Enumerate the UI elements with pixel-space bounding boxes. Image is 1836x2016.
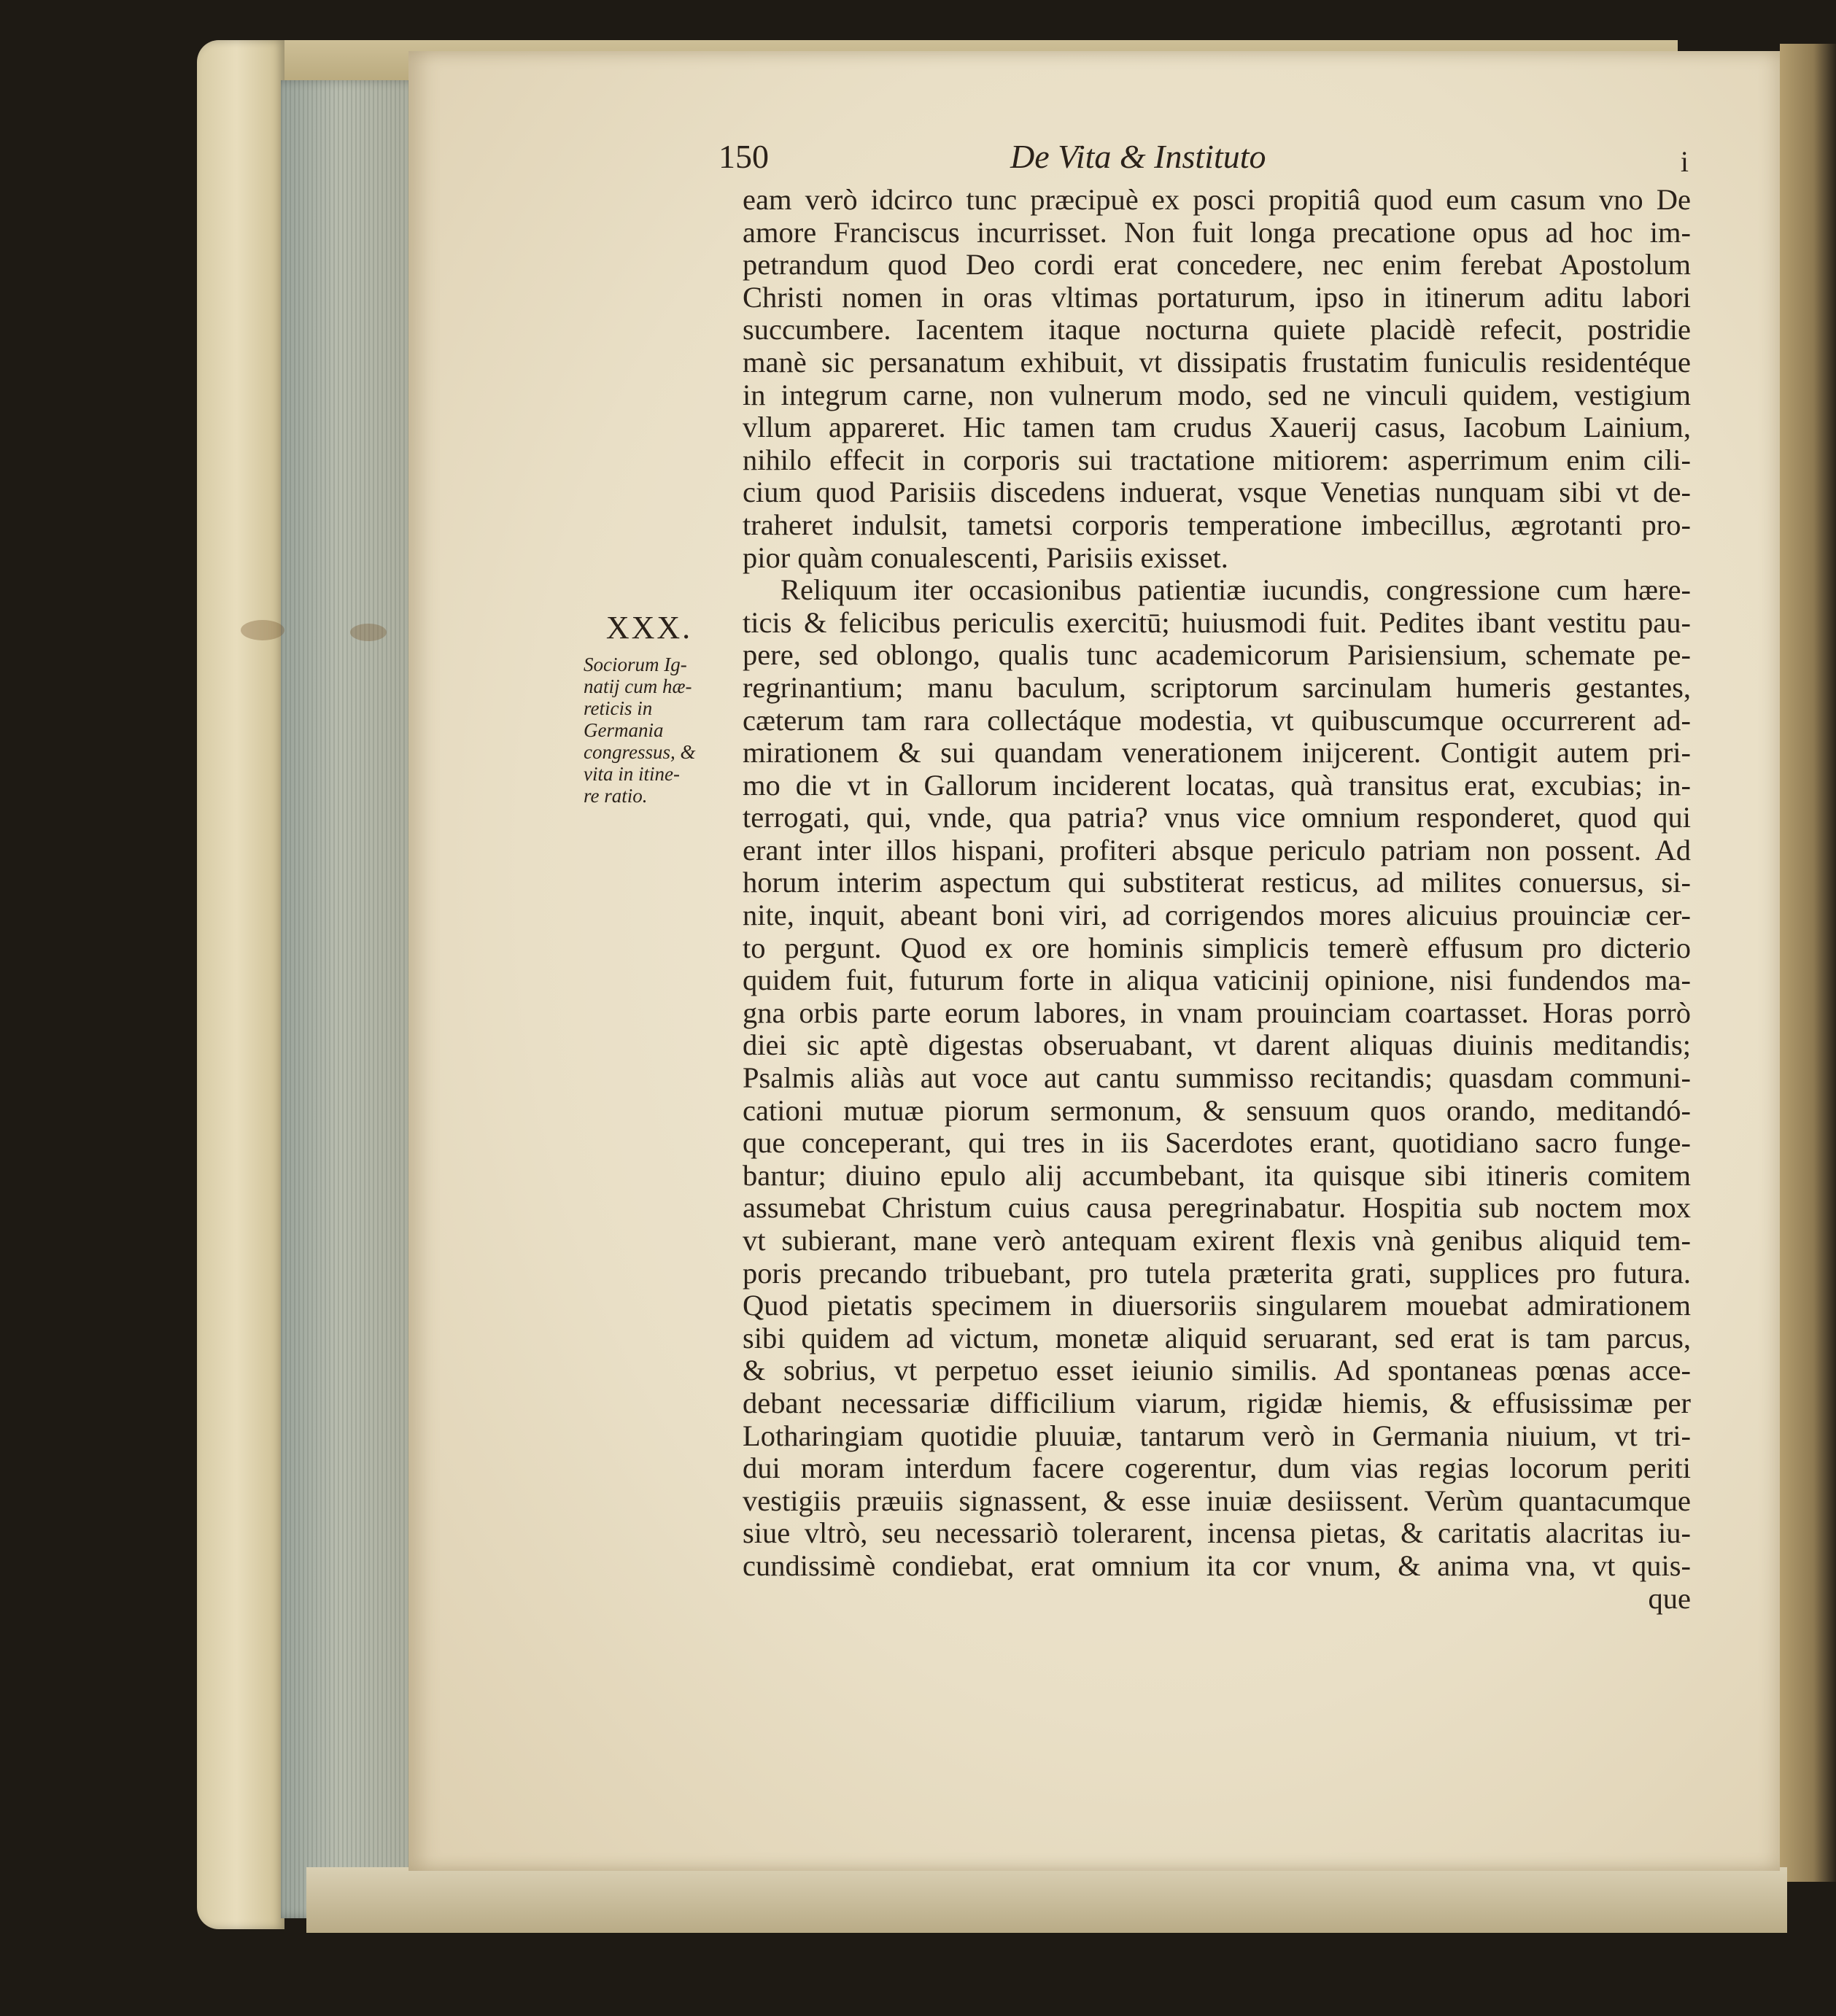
text-line: & sobrius, vt perpetuo esset ieiunio similis. Ad spontaneas pœnas acce- [743, 1354, 1691, 1387]
text-line: pere, sed oblongo, qualis tunc academicorum Parisiensium, schemate pe- [743, 639, 1691, 672]
page-title: De Vita & Instituto [1010, 138, 1266, 175]
marginal-line: Sociorum Ig- [584, 654, 687, 675]
text-line: nite, inquit, abeant boni viri, ad corrigendos mores alicuius prouinciæ cer- [743, 899, 1691, 932]
body-text [743, 184, 1691, 1615]
page-number: 150 [718, 138, 769, 175]
section-numeral: XXX. [605, 610, 693, 645]
text-line: poris precando tribuebant, pro tutela præterita grati, supplices pro futura. [743, 1257, 1691, 1290]
text-line: petrandum quod Deo cordi erat concedere, nec enim ferebat Apostolum [743, 249, 1691, 282]
marginal-line: natij cum hæ- [584, 675, 692, 697]
text-line: vllum appareret. Hic tamen tam crudus Xauerij casus, Iacobum Lainium, [743, 411, 1691, 444]
text-line: que conceperant, qui tres in iis Sacerdotes erant, quotidiano sacro funge- [743, 1127, 1691, 1160]
cover-right-edge [1780, 44, 1836, 1882]
text-line: assumebat Christum cuius causa peregrinabatur. Hospitia sub noctem mox [743, 1192, 1691, 1225]
marginal-line: re ratio. [584, 785, 648, 807]
text-line: ticis & felicibus periculis exercitū; huiusmodi fuit. Pedites ibant vestitu pau- [743, 606, 1691, 639]
marginal-line: reticis in [584, 697, 653, 719]
text-line: vestigiis præuiis signassent, & esse inuiæ desiissent. Verùm quantacumque [743, 1484, 1691, 1517]
text-line: mo die vt in Gallorum inciderent locatas, quà transitus erat, excubias; in- [743, 769, 1691, 802]
corner-mark: i [1680, 145, 1689, 178]
marginal-summary [584, 654, 737, 807]
text-line: Psalmis aliàs aut voce aut cantu summisso recitandis; quasdam communi- [743, 1062, 1691, 1095]
text-line: mirationem & sui quandam venerationem inijcerent. Contigit autem pri- [743, 737, 1691, 769]
stain-mark [241, 620, 284, 640]
text-line: cæterum tam rara collectáque modestia, vt quibuscumque occurrerent ad- [743, 704, 1691, 737]
running-head [718, 137, 1689, 181]
text-line: diei sic aptè digestas obseruabant, vt darent aliquas diuinis meditandis; [743, 1029, 1691, 1062]
text-line: bantur; diuino epulo alij accumbebant, ita quisque sibi itineris comitem [743, 1159, 1691, 1192]
marginal-line: vita in itine- [584, 763, 680, 785]
text-line: pior quàm conualescenti, Parisiis exisset. [743, 541, 1228, 574]
text-line: Reliquum iter occasionibus patientiæ iucundis, congressione cum hære- [781, 574, 1691, 607]
marginal-line: congressus, & [584, 741, 696, 763]
text-line: erant inter illos hispani, profiteri absque periculo patriam non possent. Ad [743, 834, 1691, 867]
text-line: regrinantium; manu baculum, scriptorum sarcinulam humeris gestantes, [743, 671, 1691, 704]
page-block-bottom [306, 1867, 1787, 1933]
marginal-note-block [584, 609, 737, 807]
text-line: eam verò idcirco tunc præcipuè ex posci propitiâ quod eum casum vno De [743, 184, 1691, 216]
text-line: horum interim aspectum qui substiterat resticus, ad milites conuersus, si- [743, 867, 1691, 899]
text-line: que [1648, 1582, 1691, 1615]
text-line: vt subierant, mane verò antequam exirent flexis vnà genibus aliquid tem- [743, 1225, 1691, 1257]
text-line: terrogati, qui, vnde, qua patria? vnus vice omnium responderet, quod qui [743, 802, 1691, 834]
text-line: manè sic persanatum exhibuit, vt dissipatis frustatim funiculis residentéque [743, 346, 1691, 379]
text-line: cundissimè condiebat, erat omnium ita cor vnum, & anima vna, vt quis- [743, 1549, 1691, 1582]
text-line: debant necessariæ difficilium viarum, rigidæ hiemis, & effusissimæ per [743, 1387, 1691, 1419]
text-line: cationi mutuæ piorum sermonum, & sensuum quos orando, meditandó- [743, 1094, 1691, 1127]
text-line: Christi nomen in oras vltimas portaturum, ipso in itinerum aditu labori [743, 281, 1691, 314]
text-line: in integrum carne, non vulnerum modo, sed ne vinculi quidem, vestigium [743, 379, 1691, 411]
text-line: to pergunt. Quod ex ore hominis simplicis temerè effusum pro dicterio [743, 931, 1691, 964]
text-line: Quod pietatis specimem in diuersoriis singularem mouebat admirationem [743, 1290, 1691, 1322]
page-block-edge [281, 80, 427, 1918]
text-line: cium quod Parisiis discedens induerat, vsque Venetias nunquam sibi vt de- [743, 476, 1691, 509]
vellum-cover-spine [197, 40, 284, 1929]
marginal-line: Germania [584, 719, 664, 741]
text-line: amore Franciscus incurrisset. Non fuit longa precatione opus ad hoc im- [743, 216, 1691, 249]
text-line: quidem fuit, futurum forte in aliqua vaticinij opinione, nisi fundendos ma- [743, 964, 1691, 997]
text-line: siue vltrò, seu necessariò tolerarent, incensa pietas, & caritatis alacritas iu- [743, 1517, 1691, 1550]
text-line: sibi quidem ad victum, monetæ aliquid seruarant, sed erat is tam parcus, [743, 1322, 1691, 1354]
text-line: succumbere. Iacentem itaque nocturna quiete placidè refecit, postridie [743, 314, 1691, 346]
text-line: traheret indulsit, tametsi corporis temperatione imbecillus, ægrotanti pro- [743, 508, 1691, 541]
text-line: nihilo effecit in corporis sui tractatione mitiorem: asperrimum enim cili- [743, 443, 1691, 476]
stain-mark [350, 624, 387, 641]
text-line: dui moram interdum facere cogerentur, dum vias regias locorum periti [743, 1452, 1691, 1485]
text-line: gna orbis parte eorum labores, in vnam prouinciam coartasset. Horas porrò [743, 996, 1691, 1029]
text-line: Lotharingiam quotidie pluuiæ, tantarum verò in Germania niuium, vt tri- [743, 1419, 1691, 1452]
